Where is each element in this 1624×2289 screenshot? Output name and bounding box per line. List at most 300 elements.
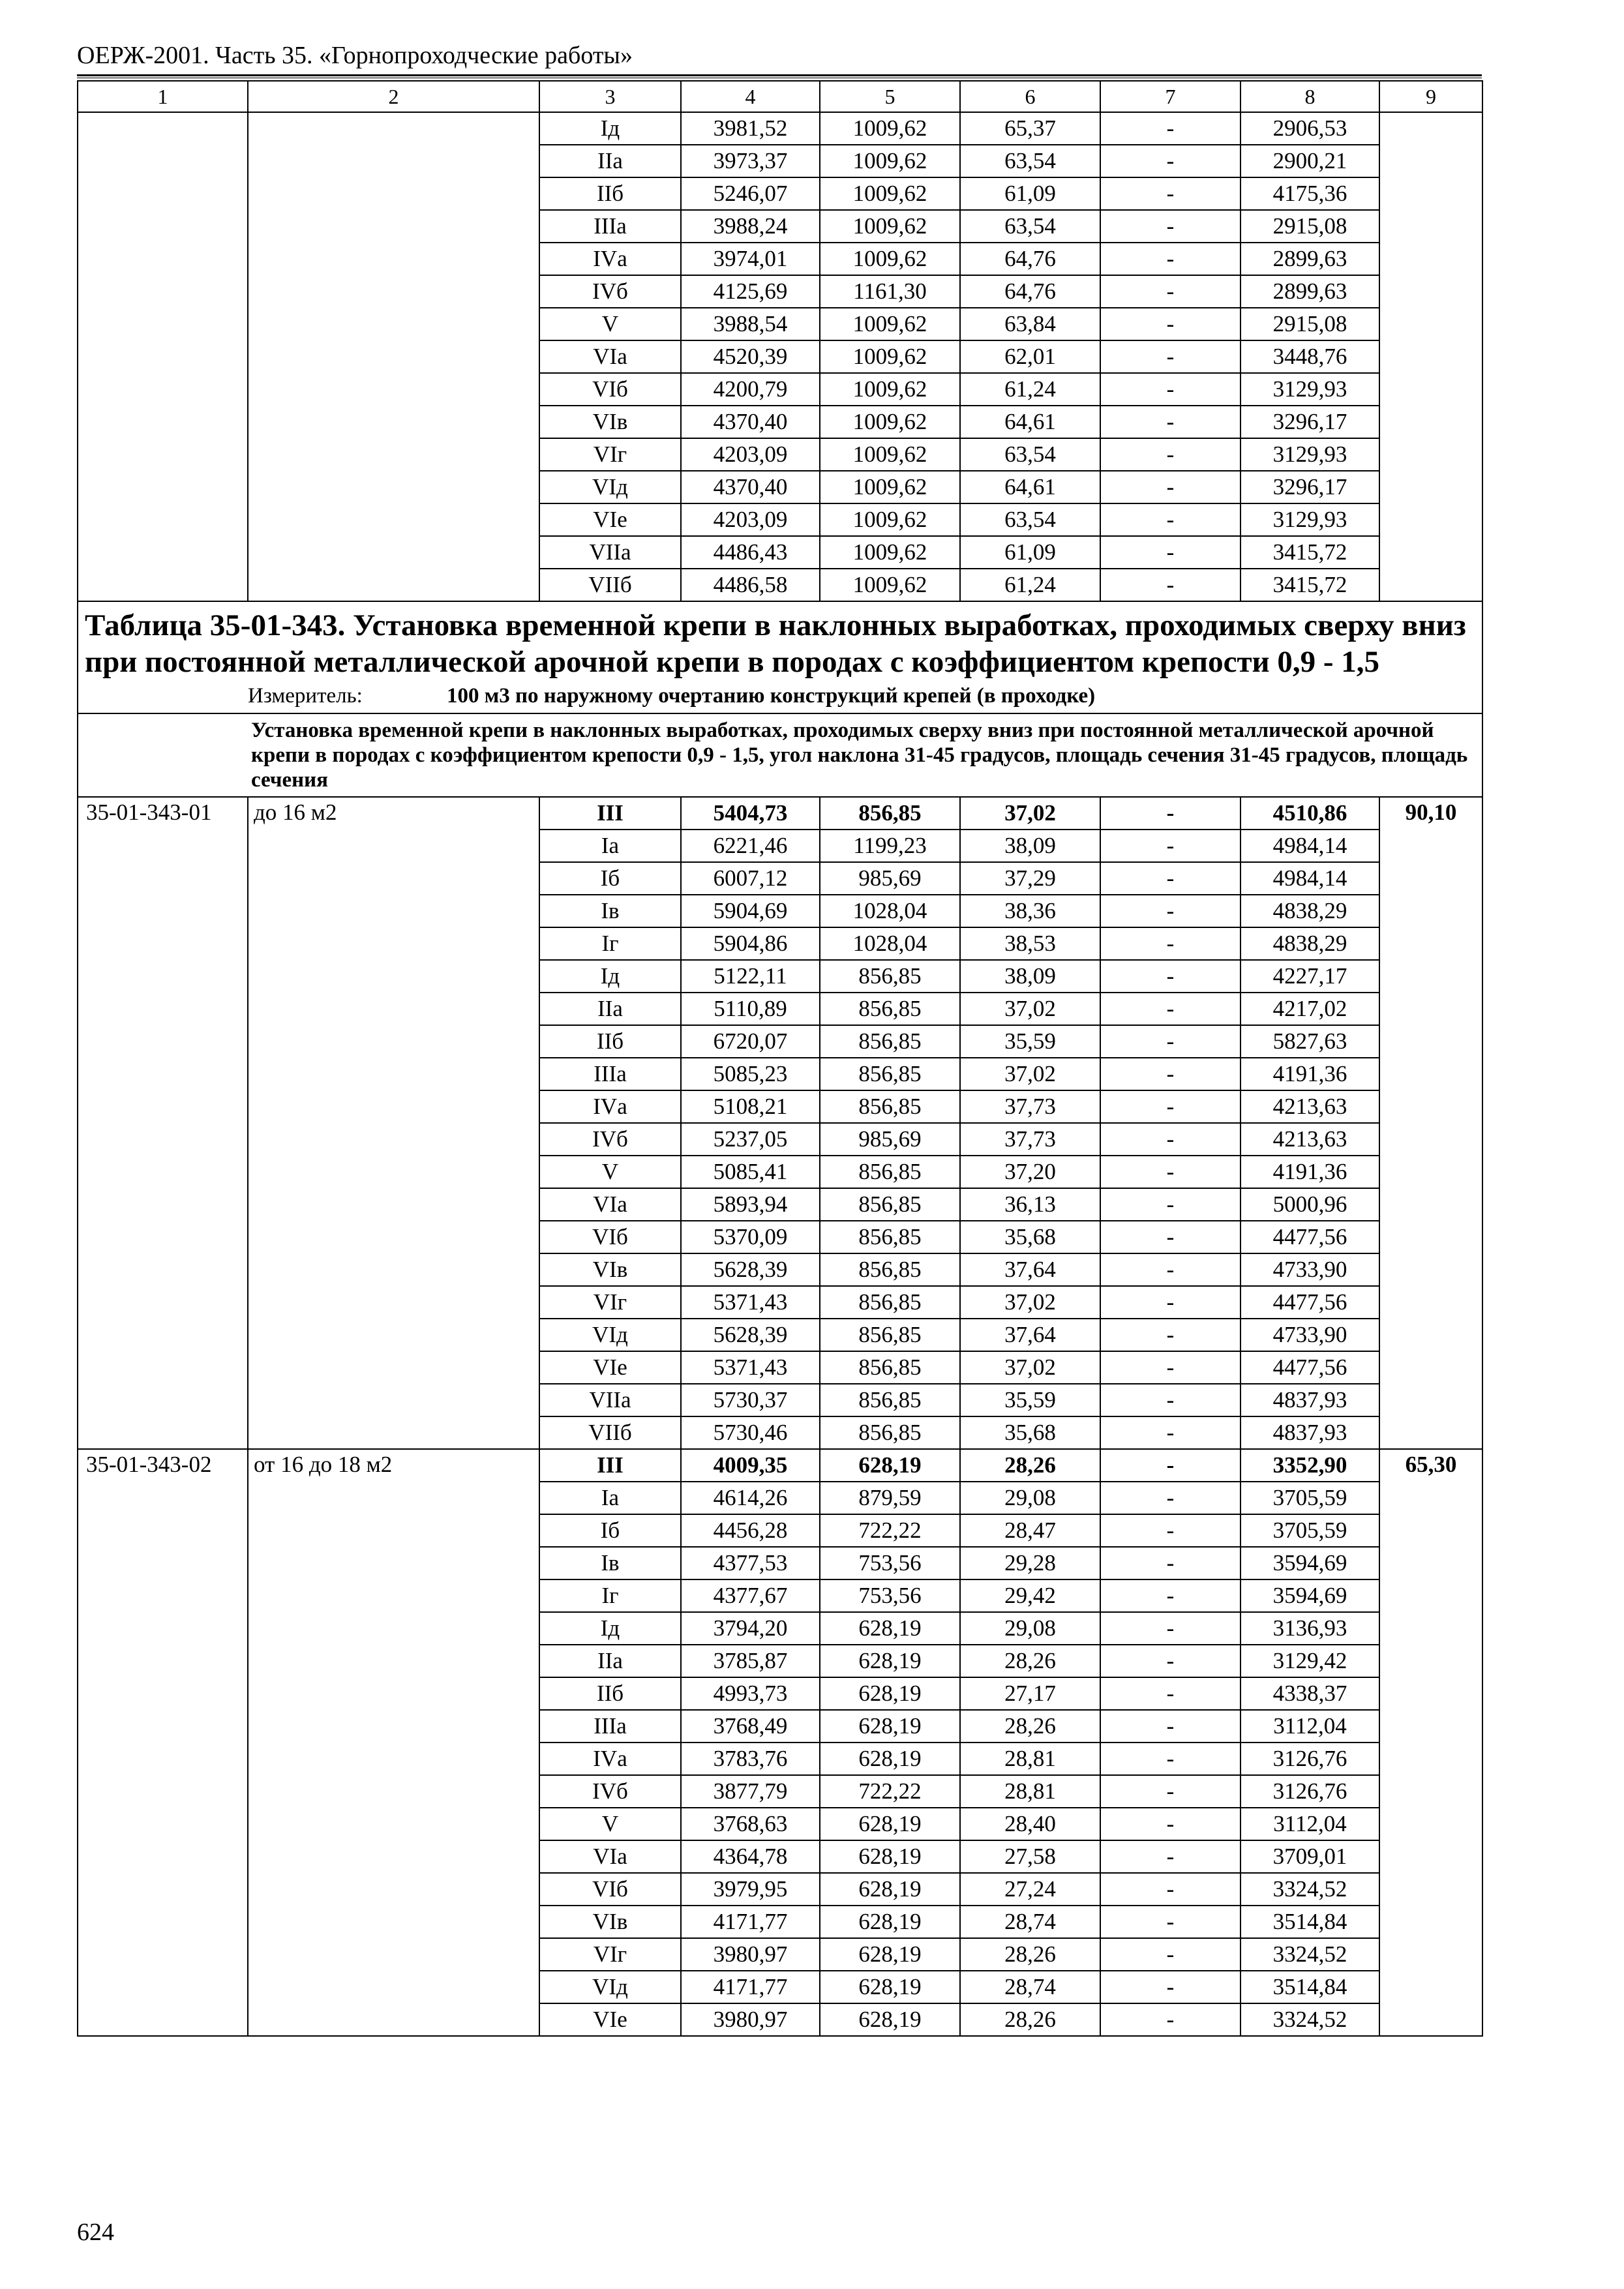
value-cell: 4984,14 xyxy=(1241,830,1379,862)
value-cell: 856,85 xyxy=(820,1319,960,1351)
value-cell: 1009,62 xyxy=(820,177,960,210)
value-cell: - xyxy=(1100,1938,1241,1971)
value-cell: - xyxy=(1100,1645,1241,1677)
value-cell: - xyxy=(1100,1025,1241,1058)
value-cell: 3981,52 xyxy=(681,112,820,145)
value-cell: 628,19 xyxy=(820,1840,960,1873)
value-cell: 3980,97 xyxy=(681,1938,820,1971)
column-number-cell: 6 xyxy=(960,81,1100,112)
value-cell: 3129,93 xyxy=(1241,373,1379,406)
value-cell: - xyxy=(1100,275,1241,308)
value-cell: 6221,46 xyxy=(681,830,820,862)
value-cell: 4191,36 xyxy=(1241,1058,1379,1090)
value-cell: 1009,62 xyxy=(820,210,960,243)
value-cell: - xyxy=(1100,1514,1241,1547)
value-cell: 3296,17 xyxy=(1241,406,1379,438)
value-cell: 5108,21 xyxy=(681,1090,820,1123)
value-cell: 3705,59 xyxy=(1241,1514,1379,1547)
resource-class-cell: VIд xyxy=(539,1971,681,2003)
value-cell: 4200,79 xyxy=(681,373,820,406)
value-cell: 4364,78 xyxy=(681,1840,820,1873)
value-cell: 4377,53 xyxy=(681,1547,820,1579)
resource-class-cell: Iг xyxy=(539,1579,681,1612)
resource-class-cell: VIIб xyxy=(539,1416,681,1449)
table-title-row xyxy=(78,601,1482,713)
value-cell: 3415,72 xyxy=(1241,536,1379,569)
value-cell: 5370,09 xyxy=(681,1221,820,1253)
value-cell: 2899,63 xyxy=(1241,243,1379,275)
value-cell: 3973,37 xyxy=(681,145,820,177)
column-number-row xyxy=(78,81,1482,112)
value-cell: 722,22 xyxy=(820,1775,960,1808)
value-cell: 4838,29 xyxy=(1241,895,1379,927)
value-cell: - xyxy=(1100,1123,1241,1156)
column-number-cell: 3 xyxy=(539,81,681,112)
value-cell: 37,02 xyxy=(960,1286,1100,1319)
value-cell: - xyxy=(1100,1384,1241,1416)
resource-class-cell: VIг xyxy=(539,438,681,471)
value-cell: 3794,20 xyxy=(681,1612,820,1645)
value-cell: - xyxy=(1100,1873,1241,1906)
value-cell: 4456,28 xyxy=(681,1514,820,1547)
resource-class-cell: VIIб xyxy=(539,569,681,601)
value-cell: 29,42 xyxy=(960,1579,1100,1612)
value-cell: 5628,39 xyxy=(681,1319,820,1351)
name-cell: от 16 до 18 м2 xyxy=(248,1449,539,2036)
value-cell: - xyxy=(1100,210,1241,243)
table-row xyxy=(78,112,1482,145)
value-cell: 3785,87 xyxy=(681,1645,820,1677)
value-cell: - xyxy=(1100,1547,1241,1579)
resource-class-cell: IIIа xyxy=(539,210,681,243)
value-cell: - xyxy=(1100,1058,1241,1090)
work-description: Установка временной крепи в наклонных выработках, проходимых сверху вниз при постоянной металлической арочной крепи в породах с коэффициентом крепости 0,9 - 1,5, угол наклона 31-45 градусов, площадь сечения 31-45 градусов, площадь сечения xyxy=(251,719,1468,792)
value-cell: - xyxy=(1100,993,1241,1025)
value-cell: - xyxy=(1100,1482,1241,1514)
value-cell: - xyxy=(1100,1221,1241,1253)
value-cell: 5237,05 xyxy=(681,1123,820,1156)
value-cell: 38,53 xyxy=(960,927,1100,960)
value-cell: 6007,12 xyxy=(681,862,820,895)
resource-class-cell: V xyxy=(539,1808,681,1840)
resource-class-cell: V xyxy=(539,1156,681,1188)
resource-class-cell: Iа xyxy=(539,1482,681,1514)
value-cell: 27,58 xyxy=(960,1840,1100,1873)
value-cell: 38,36 xyxy=(960,895,1100,927)
value-cell: 63,54 xyxy=(960,145,1100,177)
value-cell: - xyxy=(1100,112,1241,145)
value-cell: 4510,86 xyxy=(1241,797,1379,830)
value-cell: 37,02 xyxy=(960,993,1100,1025)
value-cell: 1009,62 xyxy=(820,145,960,177)
resource-class-cell: Iв xyxy=(539,1547,681,1579)
rates-table xyxy=(77,80,1483,2037)
value-cell: 28,26 xyxy=(960,2003,1100,2036)
running-header: ОЕРЖ-2001. Часть 35. «Горнопроходческие работы» xyxy=(77,42,633,69)
resource-class-cell: VIа xyxy=(539,340,681,373)
value-cell: 2906,53 xyxy=(1241,112,1379,145)
resource-class-cell: VIIа xyxy=(539,1384,681,1416)
resource-class-cell: VIб xyxy=(539,373,681,406)
resource-class-cell: VIа xyxy=(539,1840,681,1873)
value-cell: 4477,56 xyxy=(1241,1351,1379,1384)
code-cell: 35-01-343-01 xyxy=(78,797,248,1449)
value-cell: 62,01 xyxy=(960,340,1100,373)
value-cell: 28,47 xyxy=(960,1514,1100,1547)
value-cell: 1009,62 xyxy=(820,503,960,536)
resource-class-cell: VIв xyxy=(539,1906,681,1938)
value-cell: 5371,43 xyxy=(681,1286,820,1319)
value-cell: 64,61 xyxy=(960,471,1100,503)
value-cell: 37,20 xyxy=(960,1156,1100,1188)
resource-class-cell: IIIа xyxy=(539,1710,681,1743)
value-cell: - xyxy=(1100,536,1241,569)
value-cell: 4171,77 xyxy=(681,1906,820,1938)
resource-class-cell: VIб xyxy=(539,1221,681,1253)
value-cell: 3126,76 xyxy=(1241,1743,1379,1775)
value-cell: - xyxy=(1100,1286,1241,1319)
resource-class-cell: IIа xyxy=(539,145,681,177)
value-cell: 2915,08 xyxy=(1241,308,1379,340)
resource-class-cell: Iд xyxy=(539,1612,681,1645)
value-cell: 27,17 xyxy=(960,1677,1100,1710)
value-cell: 3126,76 xyxy=(1241,1775,1379,1808)
value-cell: 3988,54 xyxy=(681,308,820,340)
code-cell: 35-01-343-02 xyxy=(78,1449,248,2036)
value-cell: - xyxy=(1100,145,1241,177)
value-cell: 28,26 xyxy=(960,1449,1100,1482)
value-cell: 37,64 xyxy=(960,1319,1100,1351)
value-cell: - xyxy=(1100,243,1241,275)
value-cell: 37,73 xyxy=(960,1123,1100,1156)
value-cell: 1009,62 xyxy=(820,308,960,340)
resource-class-cell: VIд xyxy=(539,1319,681,1351)
value-cell: - xyxy=(1100,569,1241,601)
resource-class-cell: III xyxy=(539,797,681,830)
value-cell: 28,81 xyxy=(960,1743,1100,1775)
value-cell: - xyxy=(1100,1188,1241,1221)
value-cell: - xyxy=(1100,862,1241,895)
value-cell: 3129,42 xyxy=(1241,1645,1379,1677)
value-cell: - xyxy=(1100,1416,1241,1449)
value-cell: 64,76 xyxy=(960,275,1100,308)
value-cell: 3324,52 xyxy=(1241,1938,1379,1971)
value-cell: 5122,11 xyxy=(681,960,820,993)
resource-class-cell: V xyxy=(539,308,681,340)
value-cell: 6720,07 xyxy=(681,1025,820,1058)
value-cell: 722,22 xyxy=(820,1514,960,1547)
value-cell: 628,19 xyxy=(820,1971,960,2003)
value-cell: 27,24 xyxy=(960,1873,1100,1906)
value-cell: 36,13 xyxy=(960,1188,1100,1221)
resource-class-cell: Iа xyxy=(539,830,681,862)
value-cell: - xyxy=(1100,830,1241,862)
resource-class-cell: VIг xyxy=(539,1938,681,1971)
value-cell: - xyxy=(1100,438,1241,471)
value-cell: 4838,29 xyxy=(1241,927,1379,960)
value-cell: 3324,52 xyxy=(1241,2003,1379,2036)
value-cell: 35,68 xyxy=(960,1416,1100,1449)
value-cell: 1009,62 xyxy=(820,243,960,275)
value-cell: 38,09 xyxy=(960,830,1100,862)
resource-class-cell: IIб xyxy=(539,1677,681,1710)
value-cell: 2900,21 xyxy=(1241,145,1379,177)
table-row xyxy=(78,797,1482,830)
value-cell: 856,85 xyxy=(820,1286,960,1319)
value-cell: 5893,94 xyxy=(681,1188,820,1221)
value-cell: 4213,63 xyxy=(1241,1090,1379,1123)
value-cell: 35,68 xyxy=(960,1221,1100,1253)
value-cell: 4733,90 xyxy=(1241,1253,1379,1286)
resource-class-cell: IIб xyxy=(539,177,681,210)
value-cell: 35,59 xyxy=(960,1384,1100,1416)
value-cell: 61,24 xyxy=(960,569,1100,601)
column-number-cell: 8 xyxy=(1241,81,1379,112)
resource-class-cell: IIб xyxy=(539,1025,681,1058)
value-cell: - xyxy=(1100,1253,1241,1286)
value-cell: 1009,62 xyxy=(820,373,960,406)
value-cell: - xyxy=(1100,1351,1241,1384)
value-cell: 3768,63 xyxy=(681,1808,820,1840)
value-cell: - xyxy=(1100,308,1241,340)
resource-class-cell: IVа xyxy=(539,1743,681,1775)
resource-class-cell: IVб xyxy=(539,275,681,308)
value-cell: 3705,59 xyxy=(1241,1482,1379,1514)
header-rule xyxy=(77,74,1482,76)
value-cell: 3112,04 xyxy=(1241,1710,1379,1743)
resource-class-cell: VIе xyxy=(539,1351,681,1384)
resource-class-cell: Iд xyxy=(539,960,681,993)
value-cell: 3974,01 xyxy=(681,243,820,275)
value-cell: 28,81 xyxy=(960,1775,1100,1808)
value-cell: 5110,89 xyxy=(681,993,820,1025)
resource-class-cell: VIд xyxy=(539,471,681,503)
value-cell: 5371,43 xyxy=(681,1351,820,1384)
table-title: Таблица 35-01-343. Установка временной крепи в наклонных выработках, проходимых сверху вниз при постоянной металлической арочной крепи в породах с коэффициентом крепости 0,9 - 1,5 xyxy=(85,608,1466,679)
value-cell: 4171,77 xyxy=(681,1971,820,2003)
value-cell: 5827,63 xyxy=(1241,1025,1379,1058)
description-row xyxy=(78,713,1482,797)
value-cell: 3324,52 xyxy=(1241,1873,1379,1906)
value-cell: 5404,73 xyxy=(681,797,820,830)
value-cell: 3448,76 xyxy=(1241,340,1379,373)
value-cell: - xyxy=(1100,406,1241,438)
value-cell: 4733,90 xyxy=(1241,1319,1379,1351)
resource-class-cell: Iд xyxy=(539,112,681,145)
resource-class-cell: VIб xyxy=(539,1873,681,1906)
measure-value: 100 м3 по наружному очертанию конструкций крепей (в проходке) xyxy=(447,684,1096,708)
value-cell: 856,85 xyxy=(820,1156,960,1188)
value-cell: 63,54 xyxy=(960,503,1100,536)
col9-cell xyxy=(1379,112,1482,601)
value-cell: 628,19 xyxy=(820,1449,960,1482)
value-cell: - xyxy=(1100,340,1241,373)
value-cell: 628,19 xyxy=(820,2003,960,2036)
value-cell: 1009,62 xyxy=(820,112,960,145)
value-cell: 1028,04 xyxy=(820,895,960,927)
value-cell: - xyxy=(1100,1906,1241,1938)
value-cell: 628,19 xyxy=(820,1645,960,1677)
resource-class-cell: VIг xyxy=(539,1286,681,1319)
value-cell: 5246,07 xyxy=(681,177,820,210)
value-cell: 5000,96 xyxy=(1241,1188,1379,1221)
value-cell: 4837,93 xyxy=(1241,1384,1379,1416)
column-number-cell: 1 xyxy=(78,81,248,112)
value-cell: - xyxy=(1100,1319,1241,1351)
value-cell: - xyxy=(1100,797,1241,830)
value-cell: 37,02 xyxy=(960,1351,1100,1384)
value-cell: 1009,62 xyxy=(820,471,960,503)
value-cell: 4217,02 xyxy=(1241,993,1379,1025)
value-cell: 5904,86 xyxy=(681,927,820,960)
resource-class-cell: VIа xyxy=(539,1188,681,1221)
value-cell: 28,26 xyxy=(960,1645,1100,1677)
value-cell: 628,19 xyxy=(820,1906,960,1938)
value-cell: 3129,93 xyxy=(1241,438,1379,471)
name-cell: до 16 м2 xyxy=(248,797,539,1449)
value-cell: 29,08 xyxy=(960,1612,1100,1645)
value-cell: 5628,39 xyxy=(681,1253,820,1286)
value-cell: 64,61 xyxy=(960,406,1100,438)
value-cell: 856,85 xyxy=(820,1188,960,1221)
value-cell: 4614,26 xyxy=(681,1482,820,1514)
value-cell: 37,64 xyxy=(960,1253,1100,1286)
resource-class-cell: IIа xyxy=(539,993,681,1025)
resource-class-cell: VIв xyxy=(539,1253,681,1286)
value-cell: 4370,40 xyxy=(681,406,820,438)
column-number-cell: 9 xyxy=(1379,81,1482,112)
value-cell: 3709,01 xyxy=(1241,1840,1379,1873)
column-number-cell: 7 xyxy=(1100,81,1241,112)
value-cell: 4377,67 xyxy=(681,1579,820,1612)
table-row xyxy=(78,1449,1482,1482)
value-cell: - xyxy=(1100,1449,1241,1482)
page-number: 624 xyxy=(77,2219,114,2246)
value-cell: 1009,62 xyxy=(820,569,960,601)
resource-class-cell: IIIа xyxy=(539,1058,681,1090)
value-cell: - xyxy=(1100,503,1241,536)
value-cell: 2899,63 xyxy=(1241,275,1379,308)
value-cell: - xyxy=(1100,1840,1241,1873)
value-cell: - xyxy=(1100,927,1241,960)
value-cell: 3296,17 xyxy=(1241,471,1379,503)
value-cell: 37,73 xyxy=(960,1090,1100,1123)
value-cell: 38,09 xyxy=(960,960,1100,993)
resource-class-cell: VIе xyxy=(539,503,681,536)
value-cell: 1009,62 xyxy=(820,406,960,438)
value-cell: 985,69 xyxy=(820,1123,960,1156)
value-cell: 61,09 xyxy=(960,536,1100,569)
value-cell: 28,74 xyxy=(960,1906,1100,1938)
value-cell: 856,85 xyxy=(820,1253,960,1286)
value-cell: - xyxy=(1100,471,1241,503)
resource-class-cell: IIа xyxy=(539,1645,681,1677)
value-cell: - xyxy=(1100,960,1241,993)
column-number-cell: 5 xyxy=(820,81,960,112)
value-cell: 856,85 xyxy=(820,797,960,830)
resource-class-cell: Iб xyxy=(539,1514,681,1547)
value-cell: - xyxy=(1100,1612,1241,1645)
value-cell: - xyxy=(1100,1156,1241,1188)
value-cell: 3129,93 xyxy=(1241,503,1379,536)
value-cell: 1009,62 xyxy=(820,438,960,471)
measure-line xyxy=(248,683,1475,709)
value-cell: 64,76 xyxy=(960,243,1100,275)
value-cell: 35,59 xyxy=(960,1025,1100,1058)
resource-class-cell: Iв xyxy=(539,895,681,927)
value-cell: 4984,14 xyxy=(1241,862,1379,895)
value-cell: 4486,58 xyxy=(681,569,820,601)
value-cell: 4477,56 xyxy=(1241,1286,1379,1319)
value-cell: 856,85 xyxy=(820,993,960,1025)
value-cell: 628,19 xyxy=(820,1743,960,1775)
resource-class-cell: VIIа xyxy=(539,536,681,569)
value-cell: 4009,35 xyxy=(681,1449,820,1482)
value-cell: 3594,69 xyxy=(1241,1579,1379,1612)
value-cell: 753,56 xyxy=(820,1579,960,1612)
col9-cell: 90,10 xyxy=(1379,797,1482,1449)
value-cell: 4191,36 xyxy=(1241,1156,1379,1188)
value-cell: 37,29 xyxy=(960,862,1100,895)
value-cell: - xyxy=(1100,1710,1241,1743)
value-cell: 1009,62 xyxy=(820,536,960,569)
value-cell: 5730,46 xyxy=(681,1416,820,1449)
value-cell: 28,26 xyxy=(960,1938,1100,1971)
value-cell: 3768,49 xyxy=(681,1710,820,1743)
value-cell: 61,24 xyxy=(960,373,1100,406)
code-cell xyxy=(78,112,248,601)
value-cell: 4370,40 xyxy=(681,471,820,503)
value-cell: - xyxy=(1100,1743,1241,1775)
value-cell: 28,74 xyxy=(960,1971,1100,2003)
measure-label: Измеритель: xyxy=(248,684,363,708)
resource-class-cell: IVб xyxy=(539,1775,681,1808)
value-cell: 61,09 xyxy=(960,177,1100,210)
value-cell: 1028,04 xyxy=(820,927,960,960)
value-cell: 628,19 xyxy=(820,1710,960,1743)
name-cell xyxy=(248,112,539,601)
value-cell: - xyxy=(1100,1090,1241,1123)
value-cell: 29,08 xyxy=(960,1482,1100,1514)
value-cell: - xyxy=(1100,1775,1241,1808)
value-cell: - xyxy=(1100,1808,1241,1840)
value-cell: 3877,79 xyxy=(681,1775,820,1808)
resource-class-cell: IVа xyxy=(539,243,681,275)
value-cell: 37,02 xyxy=(960,1058,1100,1090)
value-cell: 4227,17 xyxy=(1241,960,1379,993)
value-cell: 856,85 xyxy=(820,1025,960,1058)
value-cell: 4837,93 xyxy=(1241,1416,1379,1449)
value-cell: 3980,97 xyxy=(681,2003,820,2036)
value-cell: 856,85 xyxy=(820,960,960,993)
value-cell: 3352,90 xyxy=(1241,1449,1379,1482)
value-cell: 3783,76 xyxy=(681,1743,820,1775)
value-cell: 628,19 xyxy=(820,1873,960,1906)
value-cell: 1199,23 xyxy=(820,830,960,862)
value-cell: 3136,93 xyxy=(1241,1612,1379,1645)
value-cell: 4486,43 xyxy=(681,536,820,569)
resource-class-cell: VIе xyxy=(539,2003,681,2036)
value-cell: 5730,37 xyxy=(681,1384,820,1416)
value-cell: 3112,04 xyxy=(1241,1808,1379,1840)
resource-class-cell: III xyxy=(539,1449,681,1482)
value-cell: - xyxy=(1100,1579,1241,1612)
value-cell: 628,19 xyxy=(820,1808,960,1840)
value-cell: 28,40 xyxy=(960,1808,1100,1840)
value-cell: 628,19 xyxy=(820,1938,960,1971)
resource-class-cell: Iб xyxy=(539,862,681,895)
column-number-cell: 2 xyxy=(248,81,539,112)
